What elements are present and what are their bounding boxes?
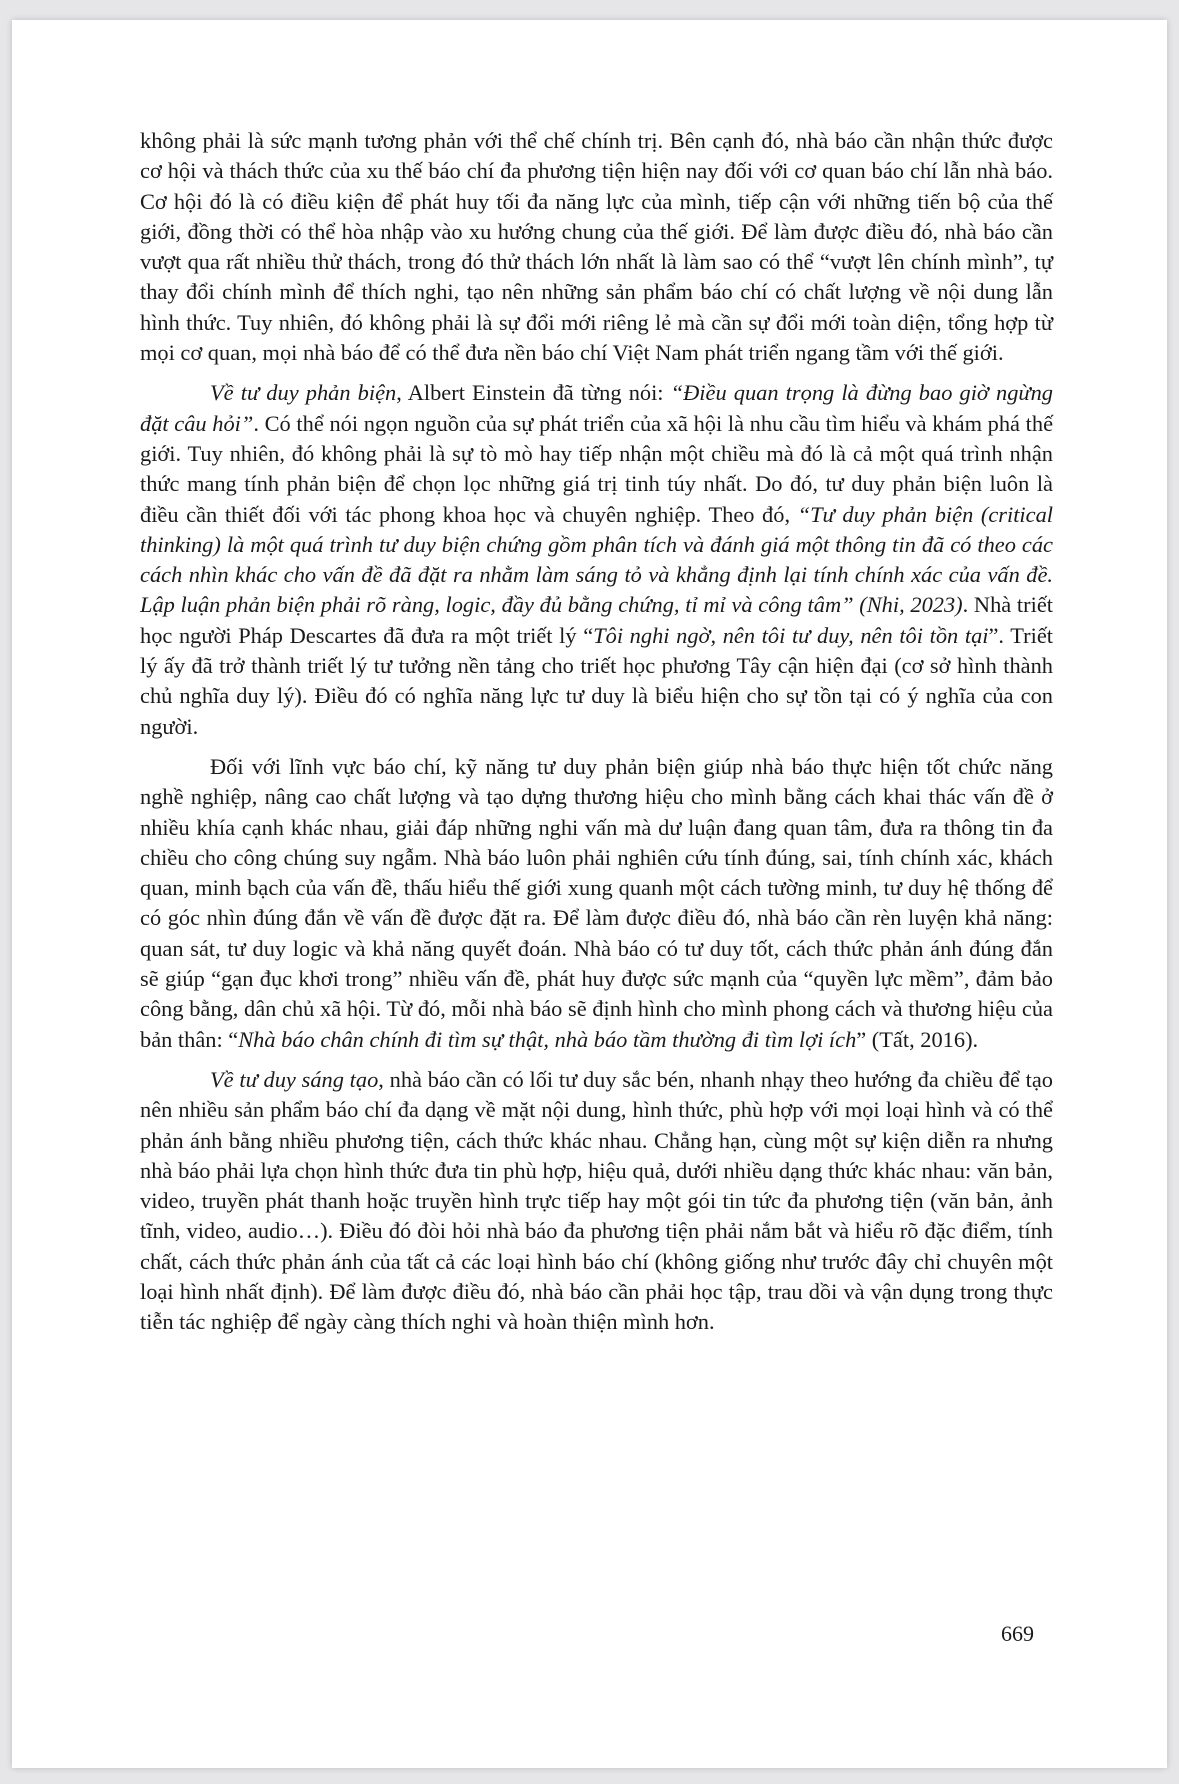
- text-run: ”. Triết lý ấy đã trở thành triết lý tư tưởng nền tảng cho triết học phương Tây cận hiện đại (cơ sở hình thành chủ nghĩa duy lý). Điều đó có nghĩa năng lực tư duy là biểu hiện cho sự tồn tại có ý nghĩa của con người.: [140, 622, 1053, 739]
- paragraph-3: [140, 752, 1053, 1055]
- text-run: Đối với lĩnh vực báo chí, kỹ năng tư duy phản biện giúp nhà báo thực hiện tốt chức năng nghề nghiệp, nâng cao chất lượng và tạo dựng thương hiệu cho mình bằng cách khai thác vấn đề ở nhiều khía cạnh khác nhau, giải đáp những nghi vấn mà dư luận đang quan tâm, đưa ra thông tin đa chiều cho công chúng suy ngẫm. Nhà báo luôn phải nghiên cứu tính đúng, sai, tính chính xác, khách quan, minh bạch của vấn đề, thấu hiểu thế giới xung quanh một cách tường minh, tư duy hệ thống để có góc nhìn đúng đắn về vấn đề được đặt ra. Để làm được điều đó, nhà báo cần rèn luyện khả năng: quan sát, tư duy logic và khả năng quyết đoán. Nhà báo có tư duy tốt, cách thức phản ánh đúng đắn sẽ giúp “gạn đục khơi trong” nhiều vấn đề, phát huy được sức mạnh của “quyền lực mềm”, đảm bảo công bằng, dân chủ xã hội. Từ đó, mỗi nhà báo sẽ định hình cho mình phong cách và thương hiệu của bản thân: “: [140, 753, 1053, 1052]
- paragraph-4: [140, 1065, 1053, 1338]
- text-run: ” (Tất, 2016).: [856, 1026, 979, 1052]
- document-page: [12, 20, 1167, 1768]
- paragraph-1: [140, 126, 1053, 368]
- italic-text-run: Nhà báo chân chính đi tìm sự thật, nhà báo tầm thường đi tìm lợi ích: [238, 1026, 857, 1052]
- text-run: . Nhà triết học người Pháp Descartes đã đưa ra một triết lý “: [140, 592, 1053, 648]
- italic-text-run: Về tư duy phản biện: [210, 380, 397, 406]
- text-run: , Albert Einstein đã từng nói:: [396, 380, 671, 406]
- paragraph-2: [140, 378, 1053, 742]
- italic-text-run: Tôi nghi ngờ, nên tôi tư duy, nên tôi tồn tại: [593, 622, 989, 648]
- text-run: . Có thể nói ngọn nguồn của sự phát triển của xã hội là nhu cầu tìm hiểu và khám phá thế giới. Tuy nhiên, đó không phải là sự tò mò hay tiếp nhận một chiều mà đó là cả một quá trình nhận thức mang tính phản biện để chọn lọc những giá trị tinh túy nhất. Do đó, tư duy phản biện luôn là điều cần thiết đối với tác phong khoa học và chuyên nghiệp. Theo đó,: [140, 410, 1054, 527]
- italic-text-run: “Tư duy phản biện (critical thinking) là một quá trình tư duy biện chứng gồm phân tích và đánh giá một thông tin đã có theo các cách nhìn khác cho vấn đề đã đặt ra nhằm làm sáng tỏ và khẳng định lại tính chính xác của vấn đề. Lập luận phản biện phải rõ ràng, logic, đầy đủ bằng chứng, tỉ mỉ và công tâm” (Nhi, 2023): [140, 501, 1053, 618]
- italic-text-run: “Điều quan trọng là đừng bao giờ ngừng đặt câu hỏi”: [140, 380, 1054, 436]
- body-text: [140, 126, 1053, 1348]
- italic-text-run: Về tư duy sáng tạo: [210, 1066, 379, 1092]
- page-number: 669: [1001, 1621, 1034, 1646]
- text-run: không phải là sức mạnh tương phản với thể chế chính trị. Bên cạnh đó, nhà báo cần nhận thức được cơ hội và thách thức của xu thế báo chí đa phương tiện hiện nay đối với cơ quan báo chí lẫn nhà báo. Cơ hội đó là có điều kiện để phát huy tối đa năng lực của mình, tiếp cận với những tiến bộ của thế giới, đồng thời có thể hòa nhập vào xu hướng chung của thế giới. Để làm được điều đó, nhà báo cần vượt qua rất nhiều thử thách, trong đó thử thách lớn nhất là làm sao có thể “vượt lên chính mình”, tự thay đổi chính mình để thích nghi, tạo nên những sản phẩm báo chí có chất lượng về nội dung lẫn hình thức. Tuy nhiên, đó không phải là sự đổi mới riêng lẻ mà cần sự đổi mới toàn diện, tổng hợp từ mọi cơ quan, mọi nhà báo để có thể đưa nền báo chí Việt Nam phát triển ngang tầm với thế giới.: [140, 128, 1053, 366]
- text-run: , nhà báo cần có lối tư duy sắc bén, nhanh nhạy theo hướng đa chiều để tạo nên nhiều sản phẩm báo chí đa dạng về mặt nội dung, hình thức, phù hợp với mọi loại hình và có thể phản ánh bằng nhiều phương tiện, cách thức khác nhau. Chẳng hạn, cùng một sự kiện diễn ra nhưng nhà báo phải lựa chọn hình thức đưa tin phù hợp, hiệu quả, dưới nhiều dạng thức khác nhau: văn bản, video, truyền phát thanh hoặc truyền hình trực tiếp hay một gói tin tức đa phương tiện (văn bản, ảnh tĩnh, video, audio…). Điều đó đòi hỏi nhà báo đa phương tiện phải nắm bắt và hiểu rõ đặc điểm, tính chất, cách thức phản ánh của tất cả các loại hình báo chí (không giống như trước đây chỉ chuyên một loại hình nhất định). Để làm được điều đó, nhà báo cần phải học tập, trau dồi và vận dụng trong thực tiễn tác nghiệp để ngày càng thích nghi và hoàn thiện mình hơn.: [140, 1066, 1053, 1335]
